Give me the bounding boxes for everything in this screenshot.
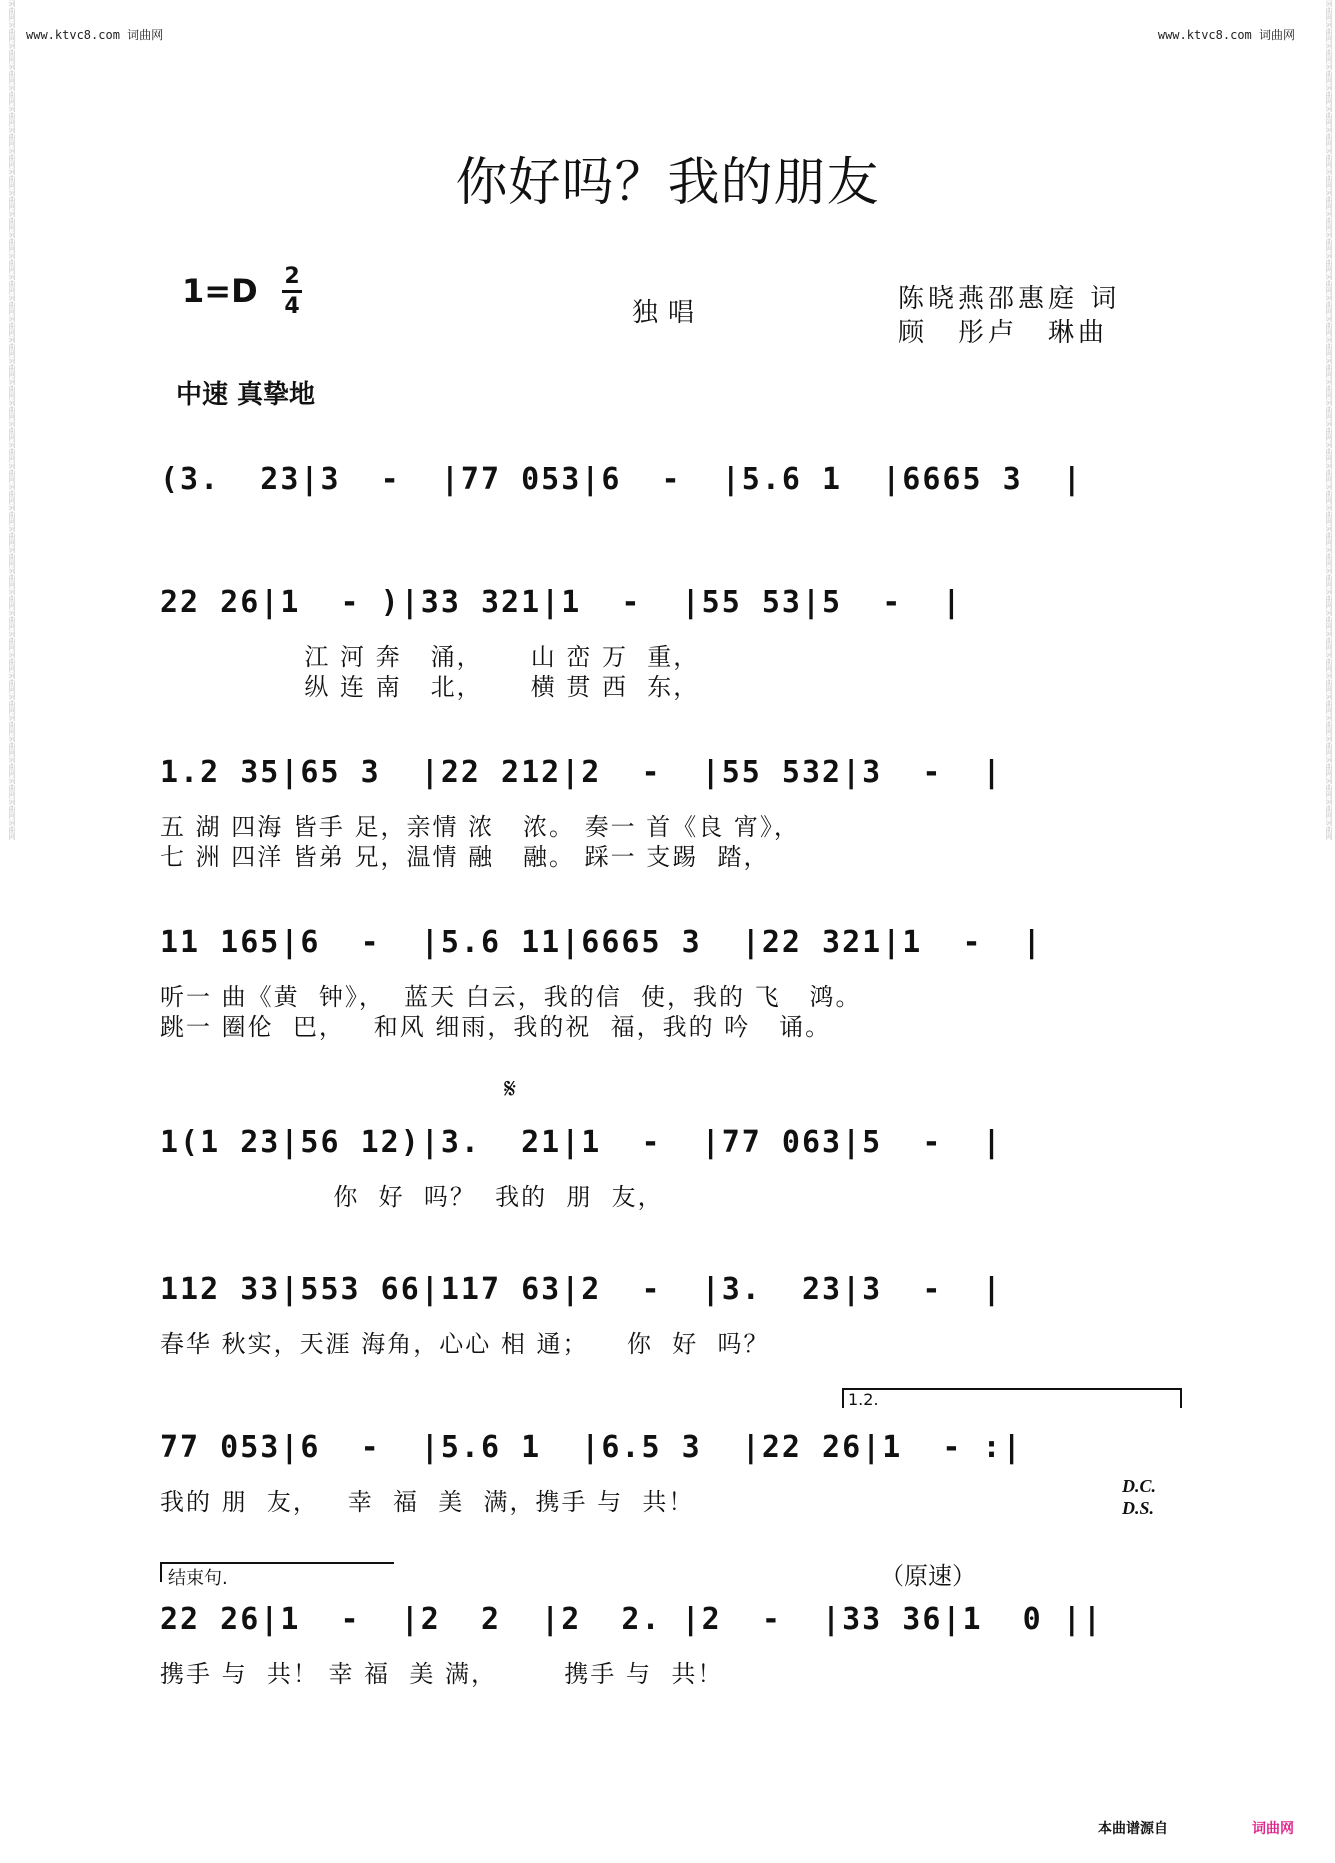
lyrics-row-2-verse-1: 江 河 奔 涌， 山 峦 万 重， (160, 643, 700, 671)
notation-row-1: (3. 23|3 - |77 053|6 - |5.6 1 |6665 3 | (160, 462, 1083, 497)
watermark-left-strip: 词曲网词曲网词曲网词曲网词曲网词曲网词曲网词曲网词曲网词曲网词曲网词曲网词曲网词曲网词曲网词曲网词曲网词曲网词曲网词曲网词曲网词曲网词曲网词曲网词曲网词曲网词曲网词曲网词曲网词曲网词曲网词曲网词曲网词曲网词曲网词曲网词曲网词曲网词曲网词曲网 (8, 0, 16, 840)
staff-row-5 (160, 1125, 1178, 1225)
lyrics-row-4-verse-1: 听一 曲《黄 钟》， 蓝天 白云，我的信 使，我的 飞 鸿。 (160, 983, 862, 1011)
lyrics-row-8: 携手 与 共！ 幸 福 美 满， 携手 与 共！ (160, 1660, 724, 1688)
staff-row-7 (160, 1430, 1178, 1530)
tempo-marking: 中速 真挚地 (176, 380, 316, 410)
composer-credit: 顾 彤卢 琳曲 (898, 318, 1109, 348)
dc-marking: D.C. (1122, 1476, 1157, 1496)
lyrics-row-5: 你 好 吗？ 我的 朋 友， (160, 1183, 664, 1211)
time-sig-numerator: 2 (284, 264, 300, 289)
notation-row-6: 112 33|553 66|117 63|2 - |3. 23|3 - | (160, 1272, 1003, 1307)
notation-row-5: 1(1 23|56 12)|3. 21|1 - |77 063|5 - | (160, 1125, 1003, 1160)
ds-marking: D.S. (1122, 1498, 1155, 1518)
lyrics-row-3-verse-1: 五 湖 四海 皆手 足，亲情 浓 浓。 奏一 首《良 宵》， (160, 813, 800, 841)
notation-row-2: 22 26|1 - )|33 321|1 - |55 53|5 - | (160, 585, 963, 620)
coda-bracket (160, 1562, 394, 1589)
page-title: 你好吗？我的朋友 (455, 153, 880, 213)
staff-row-1 (160, 462, 1178, 542)
footer-site: 词曲网 (1252, 1821, 1294, 1837)
staff-row-2 (160, 585, 1178, 705)
staff-row-3 (160, 755, 1178, 875)
lyrics-row-6: 春华 秋实，天涯 海角，心心 相 通； 你 好 吗？ (160, 1330, 770, 1358)
staff-row-8 (160, 1602, 1178, 1702)
lyrics-row-3-verse-2: 七 洲 四洋 皆弟 兄，温情 融 融。 踩一 支踢 踏， (160, 843, 770, 871)
notation-row-4: 11 165|6 - |5.6 11|6665 3 |22 321|1 - | (160, 925, 1043, 960)
notation-row-3: 1.2 35|65 3 |22 212|2 - |55 532|3 - | (160, 755, 1003, 790)
time-sig-denominator: 4 (284, 294, 300, 319)
volta-bracket (842, 1388, 1182, 1408)
time-signature (282, 264, 302, 319)
staff-row-4 (160, 925, 1178, 1045)
lyrics-row-4-verse-2: 跳一 圈伦 巴， 和风 细雨，我的祝 福，我的 吟 诵。 (160, 1013, 832, 1041)
lyricist-credit: 陈晓燕邵惠庭 词 (898, 284, 1121, 314)
key-signature: 1=D (182, 272, 258, 310)
lyrics-row-2-verse-2: 纵 连 南 北， 横 贯 西 东， (160, 673, 700, 701)
volta-label: 1.2. (848, 1390, 879, 1409)
performance-type: 独唱 (632, 298, 705, 328)
watermark-right-strip: 词曲网词曲网词曲网词曲网词曲网词曲网词曲网词曲网词曲网词曲网词曲网词曲网词曲网词曲网词曲网词曲网词曲网词曲网词曲网词曲网词曲网词曲网词曲网词曲网词曲网词曲网词曲网词曲网词曲网词曲网词曲网词曲网词曲网词曲网词曲网词曲网词曲网词曲网词曲网词曲网 (1325, 0, 1333, 840)
site-watermark-left: www.ktvc8.com 词曲网 (26, 28, 164, 42)
site-watermark-right: www.ktvc8.com 词曲网 (1157, 28, 1295, 42)
lyrics-row-7: 我的 朋 友， 幸 福 美 满，携手 与 共！ (160, 1488, 695, 1516)
staff-row-6 (160, 1272, 1178, 1372)
footer-source: 本曲谱源自 (1098, 1821, 1168, 1837)
tempo-return: （原速） (880, 1562, 976, 1590)
coda-label: 结束句. (168, 1568, 228, 1589)
time-sig-line (282, 290, 302, 293)
notation-row-7: 77 053|6 - |5.6 1 |6.5 3 |22 26|1 - :| (160, 1430, 1023, 1465)
notation-row-8: 22 26|1 - |2 2 |2 2. |2 - |33 36|1 0 || (160, 1602, 1103, 1637)
segno-sign: 𝄋 (504, 1072, 517, 1105)
